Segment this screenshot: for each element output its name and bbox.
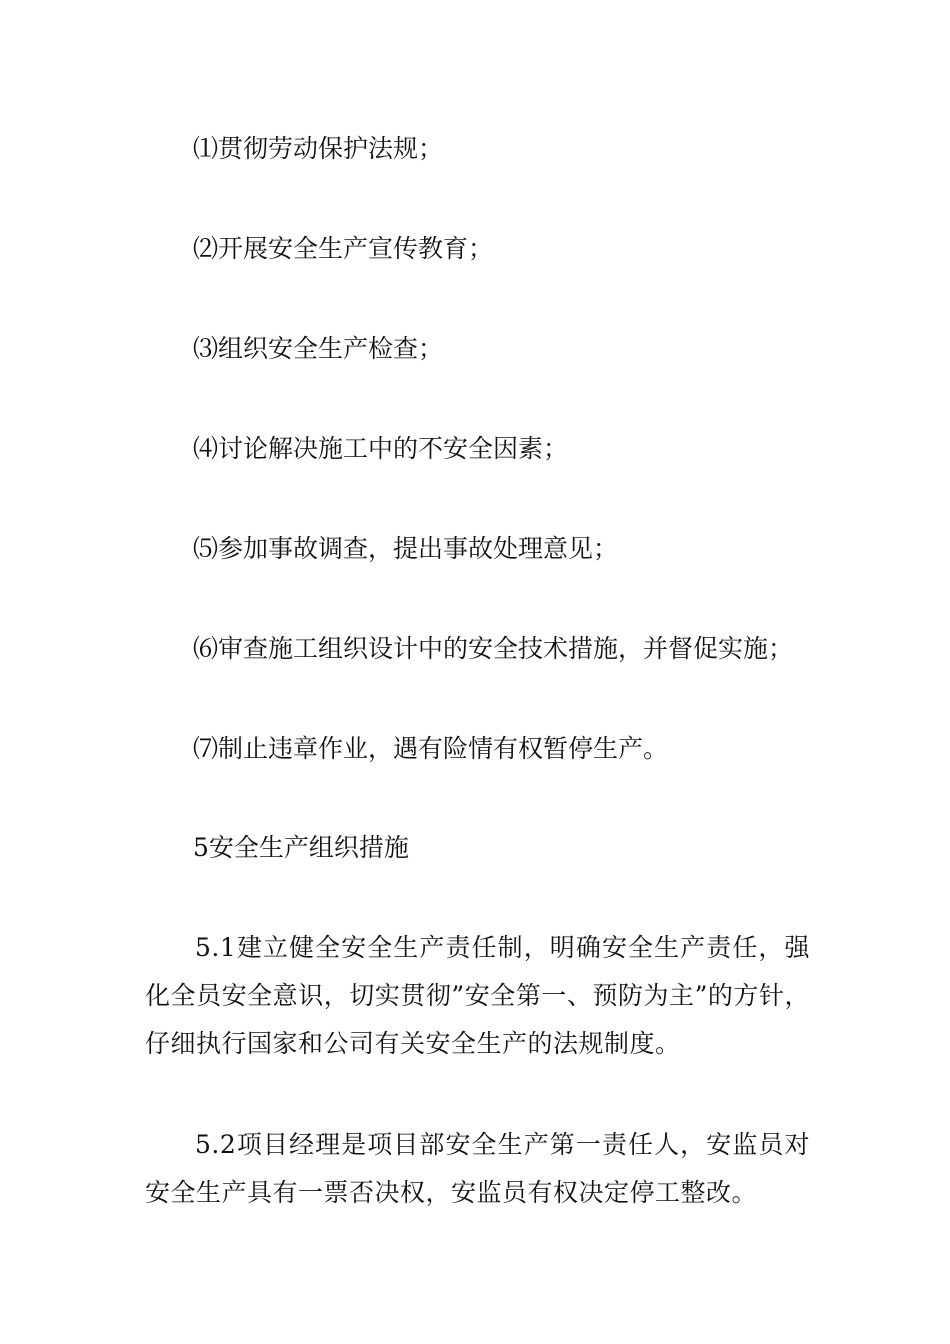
list-item-3: ⑶组织安全生产检查；	[193, 334, 444, 363]
list-item-7: ⑺制止违章作业，遇有险情有权暂停生产。	[193, 734, 669, 763]
list-item-5: ⑸参加事故调查，提出事故处理意见；	[193, 534, 619, 563]
list-item-1: ⑴贯彻劳动保护法规；	[193, 134, 444, 163]
list-item-6: ⑹审查施工组织设计中的安全技术措施，并督促实施；	[193, 634, 794, 663]
paragraph-5-2: 5.2项目经理是项目部安全生产第一责任人，安监员对安全生产具有一票否决权，安监员有权决定停工整改。	[145, 1130, 810, 1207]
list-item-4: ⑷讨论解决施工中的不安全因素；	[193, 434, 569, 463]
paragraph-5-1: 5.1建立健全安全生产责任制，明确安全生产责任，强化全员安全意识，切实贯彻”安全第一、预防为主”的方针，仔细执行国家和公司有关安全生产的法规制度。	[145, 933, 810, 1058]
section-heading: 5安全生产组织措施	[193, 833, 409, 862]
list-item-2: ⑵开展安全生产宣传教育；	[193, 234, 494, 263]
